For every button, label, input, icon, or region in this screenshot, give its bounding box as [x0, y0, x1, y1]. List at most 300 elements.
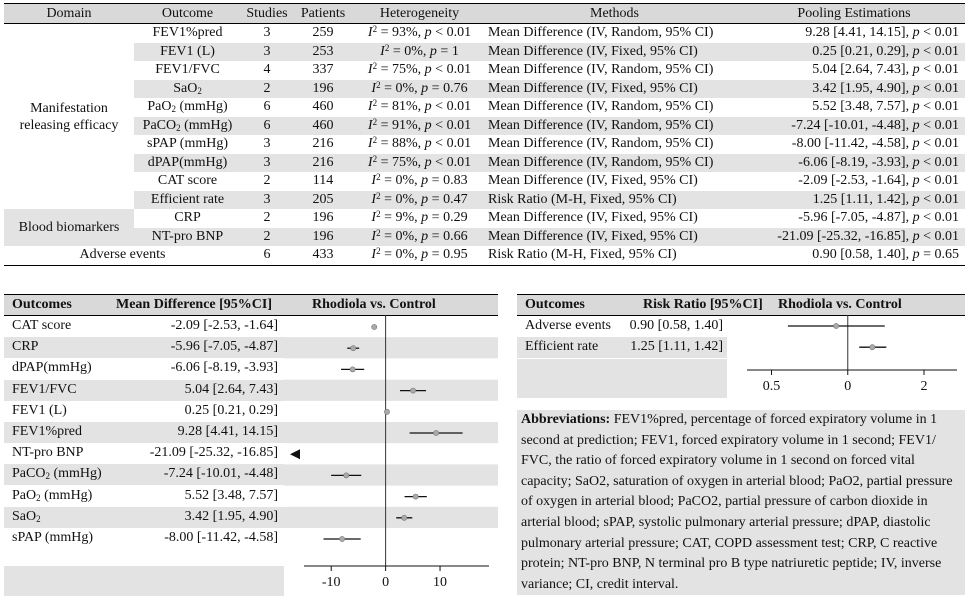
forest-md-estimate-marker: [410, 388, 415, 393]
forest-md-row: [4, 316, 284, 337]
heterogeneity-cell: $I^2 = 0\%$, p = 0.76: [353, 80, 486, 99]
outcome-text: PaCO: [142, 117, 177, 133]
forest-md-arrow: [290, 449, 300, 459]
i2-symbol: I: [367, 136, 373, 152]
forest-md-row: [4, 380, 284, 401]
patients-cell: 196: [293, 80, 353, 99]
i2-symbol: I: [371, 228, 377, 244]
estimate-text: -6.06 [-8.19, -3.93],: [798, 154, 910, 170]
forest-md-label: [12, 466, 102, 482]
i2-superscript: 2: [372, 116, 378, 127]
forest-md-label-text: PaCO: [12, 466, 46, 482]
p-value: < 0.01: [435, 99, 472, 115]
forest-rr-estimate-marker: [870, 345, 875, 350]
p-symbol: p: [912, 62, 920, 78]
i2-value: 9%: [395, 210, 415, 226]
methods-cell: Risk Ratio (M-H, Fixed, 95% CI): [486, 246, 743, 265]
pooling-cell: [743, 98, 965, 117]
forest-md-ci: 0.25 [0.21, 0.29]: [184, 402, 278, 418]
methods-cell: Risk Ratio (M-H, Fixed, 95% CI): [486, 191, 743, 210]
p-symbol: p: [912, 43, 920, 59]
forest-md-ci: 3.42 [1.95, 4.90]: [184, 508, 278, 524]
outcome-text: sPAP (mmHg): [146, 136, 229, 152]
pooling-cell: [743, 191, 965, 210]
pooling-cell: [743, 135, 965, 154]
forest-md-estimate-marker: [372, 324, 377, 329]
table-row: [4, 246, 965, 265]
estimate-text: 5.04 [2.64, 7.43],: [812, 62, 910, 78]
heterogeneity-cell: $I^2 = 88\%$, p < 0.01: [367, 135, 472, 152]
forest-md-point: [405, 494, 427, 499]
table-row: [4, 172, 965, 191]
studies-cell: 3: [241, 191, 293, 210]
col-header-methods: Methods: [486, 4, 743, 24]
forest-md-point: [290, 449, 300, 459]
p-value: < 0.01: [435, 117, 472, 133]
p-symbol: p: [912, 136, 920, 152]
outcome-subscript: 2: [197, 85, 202, 96]
forest-md-ci: 9.28 [4.41, 14.15]: [177, 424, 278, 439]
patients-cell: 460: [312, 99, 334, 115]
forest-rr-tick-label: 0: [844, 379, 852, 394]
studies-cell: 2: [263, 210, 271, 226]
methods-cell: Mean Difference (IV, Fixed, 95% CI): [486, 228, 743, 247]
methods-cell: Mean Difference (IV, Random, 95% CI): [488, 25, 714, 41]
patients-cell: 196: [293, 228, 353, 247]
p-value: < 0.01: [923, 173, 959, 189]
forest-rr-point: [788, 323, 885, 328]
methods-cell: Mean Difference (IV, Random, 95% CI): [488, 99, 714, 115]
estimate-text: 5.52 [3.48, 7.57],: [812, 99, 910, 115]
i2-superscript: 2: [372, 24, 378, 35]
estimate-text: -8.00 [-11.42, -4.58],: [791, 136, 910, 152]
p-value: < 0.01: [923, 25, 959, 41]
forest-md-label: [12, 509, 41, 525]
p-symbol: p: [912, 80, 920, 96]
forest-md-label-text: FEV1 (L): [12, 402, 67, 418]
forest-md-label-text: CAT score: [12, 318, 72, 333]
forest-rr-tick-label: 0.5: [762, 379, 781, 394]
forest-md-label: [12, 530, 93, 546]
col-header-domain: Domain: [4, 4, 134, 24]
forest-md-ci: -7.24 [-10.01, -4.48]: [163, 466, 278, 482]
outcome-cell: [134, 98, 241, 117]
outcome-cell: [134, 24, 241, 43]
forest-md-label: [12, 445, 83, 461]
forest-md-estimate-marker: [350, 367, 355, 372]
i2-symbol: I: [367, 62, 373, 78]
table-row: [4, 80, 965, 99]
p-value: = 0.83: [431, 173, 468, 189]
forest-md-row: [4, 507, 284, 528]
forest-md-tick-label: 10: [433, 575, 448, 590]
col-header-pooling: Pooling Estimations: [743, 4, 965, 24]
studies-cell: 4: [263, 62, 271, 78]
abbreviations-label: Abbreviations:: [521, 412, 611, 427]
forest-md-ci: 5.52 [3.48, 7.57]: [184, 487, 278, 503]
forest-md-header-title: Rhodiola vs. Control: [312, 297, 436, 312]
patients-cell: 196: [312, 210, 334, 226]
i2-value: 0%: [395, 191, 415, 207]
p-value: < 0.01: [923, 210, 959, 226]
forest-md-estimate-marker: [384, 409, 389, 414]
forest-rr-estimate-marker: [834, 323, 839, 328]
col-header-heterogeneity: Heterogeneity: [353, 4, 486, 24]
p-value: < 0.01: [923, 99, 959, 115]
p-value: < 0.01: [923, 191, 959, 207]
heterogeneity-cell: $I^2 = 0\%$, p = 0.47: [353, 191, 486, 210]
i2-superscript: 2: [372, 98, 378, 109]
p-symbol: p: [912, 25, 920, 41]
heterogeneity-cell: $I^2 = 0\%$, p = 0.66: [353, 228, 486, 247]
table-row: [4, 154, 965, 173]
p-value: = 0.95: [431, 247, 468, 263]
outcome-unit: (mmHg): [175, 99, 228, 115]
forest-md-label-text: NT-pro BNP: [12, 445, 84, 461]
forest-md-row-shade: [284, 422, 498, 443]
p-value: < 0.01: [435, 136, 472, 152]
forest-rr-header: [517, 294, 965, 316]
p-value: = 0.65: [923, 247, 959, 263]
estimate-text: -5.96 [-7.05, -4.87],: [798, 210, 910, 226]
i2-symbol: I: [367, 154, 373, 170]
forest-md-row: [4, 443, 284, 464]
i2-symbol: I: [371, 210, 377, 226]
forest-md-label-text: SaO: [12, 508, 37, 524]
forest-rr-footer-fill: [517, 359, 727, 398]
i2-superscript: 2: [376, 190, 381, 201]
patients-cell: 460: [293, 117, 353, 136]
heterogeneity-cell: $I^2 = 0\%$, p = 0.95: [353, 246, 486, 265]
patients-cell: 253: [293, 43, 353, 62]
forest-rr-row: [517, 316, 727, 337]
methods-cell: Mean Difference (IV, Random, 95% CI): [486, 117, 743, 136]
estimate-text: -21.09 [-25.32, -16.85],: [777, 228, 910, 244]
forest-md-row: [4, 486, 284, 507]
outcome-text: PaO: [147, 99, 172, 115]
p-value: < 0.01: [435, 25, 472, 41]
p-symbol: p: [912, 228, 920, 244]
heterogeneity-cell: $I^2 = 81\%$, p < 0.01: [367, 98, 472, 115]
heterogeneity-cell: $I^2 = 75\%$, p < 0.01: [367, 61, 472, 78]
forest-md-header: [4, 294, 498, 316]
forest-md-row: [4, 337, 284, 358]
i2-superscript: 2: [376, 79, 381, 90]
methods-cell: Mean Difference (IV, Random, 95% CI): [488, 62, 714, 78]
p-value: = 0.29: [431, 210, 468, 226]
p-value: < 0.01: [923, 154, 959, 170]
outcome-cell: [134, 135, 241, 154]
patients-cell: 259: [312, 25, 334, 41]
studies-cell: 6: [241, 117, 293, 136]
outcome-subscript: 2: [176, 122, 181, 133]
forest-md-tick-label: 0: [382, 575, 390, 590]
forest-md-label: [12, 339, 38, 355]
i2-value: 81%: [392, 99, 418, 115]
p-symbol: p: [912, 117, 920, 133]
p-value: < 0.01: [435, 62, 472, 78]
p-symbol: p: [424, 25, 432, 41]
methods-cell: Mean Difference (IV, Random, 95% CI): [486, 154, 743, 173]
p-symbol: p: [424, 154, 432, 170]
forest-md-tick-label: -10: [321, 575, 341, 590]
patients-cell: 216: [312, 136, 334, 152]
heterogeneity-cell: $I^2 = 9\%$, p = 0.29: [371, 209, 468, 226]
i2-symbol: I: [371, 191, 377, 207]
patients-cell: 205: [293, 191, 353, 210]
forest-md-point: [384, 409, 389, 414]
i2-symbol: I: [367, 117, 373, 133]
forest-rr-row-bg: [727, 337, 965, 358]
i2-superscript: 2: [376, 246, 381, 257]
estimate-text: 3.42 [1.95, 4.90],: [812, 80, 910, 96]
forest-md-label-text: FEV1/FVC: [12, 381, 77, 397]
forest-md-label-subscript: 2: [36, 492, 41, 503]
p-symbol: p: [912, 247, 920, 263]
p-value: < 0.01: [923, 228, 959, 244]
table-row: [4, 191, 965, 210]
p-value: < 0.01: [435, 154, 472, 170]
i2-symbol: I: [371, 247, 377, 263]
forest-md-point: [372, 324, 377, 329]
methods-cell: Mean Difference (IV, Fixed, 95% CI): [488, 210, 698, 226]
forest-md-label: [12, 403, 67, 419]
p-symbol: p: [429, 43, 437, 59]
pooling-cell: [743, 209, 965, 228]
forest-rr-header-title: Rhodiola vs. Control: [778, 297, 902, 312]
methods-cell: Mean Difference (IV, Fixed, 95% CI): [486, 43, 743, 62]
table-row: [4, 24, 965, 43]
forest-rr-ci: 1.25 [1.11, 1.42]: [630, 339, 723, 355]
forest-md-row: [4, 358, 284, 379]
col-header-patients: Patients: [293, 4, 353, 24]
table-row: [4, 135, 965, 154]
p-symbol: p: [424, 62, 432, 78]
i2-value: 0%: [395, 80, 415, 96]
i2-symbol: I: [380, 43, 385, 59]
forest-md-ci: -21.09 [-25.32, -16.85]: [149, 445, 278, 461]
outcome-cell: [134, 209, 241, 228]
forest-md-label-text: sPAP (mmHg): [12, 530, 94, 545]
pooling-cell: [743, 228, 965, 247]
outcome-text: CRP: [174, 210, 201, 226]
p-symbol: p: [421, 173, 429, 189]
forest-md-row: [4, 422, 284, 443]
forest-md-estimate-marker: [339, 536, 344, 541]
table-header-row: [4, 4, 965, 24]
outcome-text: SaO: [173, 80, 198, 96]
forest-rr-header-outcomes: Outcomes: [525, 297, 585, 312]
forest-md-header-md: Mean Difference [95%CI]: [116, 297, 273, 312]
outcome-text: CAT score: [157, 173, 218, 189]
forest-md-header-outcomes: Outcomes: [12, 297, 72, 312]
studies-cell: 2: [263, 173, 271, 189]
outcome-cell: [134, 43, 241, 62]
p-value: = 0.47: [431, 191, 468, 207]
i2-superscript: 2: [384, 42, 390, 53]
forest-md-point: [323, 536, 360, 541]
i2-superscript: 2: [376, 227, 381, 238]
table-row: [4, 228, 965, 247]
outcome-text: dPAP(mmHg): [147, 154, 228, 170]
p-value: = 0.76: [431, 80, 468, 96]
forest-md-estimate-marker: [413, 494, 418, 499]
studies-cell: 3: [241, 154, 293, 173]
outcome-cell: [134, 172, 241, 191]
table-row: [4, 98, 965, 117]
col-header-studies: Studies: [241, 4, 293, 24]
i2-value: 75%: [392, 62, 418, 78]
outcome-text: NT-pro BNP: [151, 228, 224, 244]
i2-superscript: 2: [372, 135, 378, 146]
forest-md-label: [12, 488, 92, 504]
p-symbol: p: [912, 173, 920, 189]
forest-md-label: [12, 318, 71, 334]
outcome-cell: [134, 154, 241, 173]
outcome-cell: [134, 80, 241, 99]
p-value: < 0.01: [923, 62, 959, 78]
patients-cell: 433: [293, 246, 353, 265]
p-symbol: p: [912, 191, 920, 207]
forest-md-label: [12, 424, 82, 440]
table-row: [4, 61, 965, 80]
heterogeneity-cell: $I^2 = 0\%$, p = 0.83: [371, 172, 468, 189]
forest-md-row-shade: [284, 380, 498, 401]
p-value: < 0.01: [923, 80, 959, 96]
forest-md-footer-fill: [4, 566, 284, 596]
forest-md-row: [4, 464, 284, 485]
i2-value: 0%: [404, 43, 423, 59]
table-row: [4, 117, 965, 136]
heterogeneity-cell: $I^2 = 75\%$, p < 0.01: [353, 154, 486, 173]
studies-cell: 6: [263, 99, 271, 115]
heterogeneity-cell: $I^2 = 91\%$, p < 0.01: [353, 117, 486, 136]
i2-value: 91%: [392, 117, 418, 133]
forest-md-plot-area: [284, 315, 498, 596]
estimate-text: -7.24 [-10.01, -4.48],: [791, 117, 910, 133]
i2-value: 0%: [395, 247, 415, 263]
forest-md-estimate-marker: [434, 430, 439, 435]
pooling-cell: [743, 172, 965, 191]
i2-value: 88%: [392, 136, 418, 152]
estimate-text: 1.25 [1.11, 1.42],: [812, 191, 910, 207]
i2-value: 0%: [395, 173, 415, 189]
outcome-text: FEV1/FVC: [155, 62, 220, 78]
forest-md-row-shade: [284, 464, 498, 485]
i2-symbol: I: [367, 25, 373, 41]
outcome-cell: [134, 228, 241, 247]
forest-plot-risk-ratio: [517, 294, 965, 398]
p-symbol: p: [421, 228, 429, 244]
methods-cell: Mean Difference (IV, Random, 95% CI): [488, 136, 714, 152]
p-symbol: p: [421, 247, 429, 263]
studies-cell: 3: [241, 43, 293, 62]
pooling-cell: [743, 246, 965, 265]
forest-md-label-unit: (mmHg): [49, 466, 102, 482]
i2-symbol: I: [371, 173, 377, 189]
forest-rr-label: Adverse events: [525, 318, 611, 333]
i2-value: 75%: [392, 154, 418, 170]
patients-cell: 337: [312, 62, 334, 78]
forest-md-label-text: FEV1%pred: [12, 424, 82, 439]
forest-rr-label: Efficient rate: [525, 339, 599, 355]
p-symbol: p: [424, 117, 432, 133]
estimate-text: 9.28 [4.41, 14.15],: [805, 25, 910, 41]
i2-superscript: 2: [372, 153, 378, 164]
p-value: < 0.01: [923, 136, 959, 152]
studies-cell: 2: [241, 228, 293, 247]
domain-cell: Blood biomarkers: [4, 209, 134, 246]
pooling-cell: [743, 80, 965, 99]
studies-cell: 3: [263, 136, 271, 152]
outcome-cell: [134, 61, 241, 80]
summary-table: [4, 3, 965, 266]
outcome-cell: [134, 117, 241, 136]
i2-symbol: I: [367, 99, 373, 115]
pooling-cell: [743, 61, 965, 80]
outcome-text: FEV1%pred: [152, 25, 223, 41]
p-symbol: p: [912, 154, 920, 170]
pooling-cell: [743, 24, 965, 43]
domain-cell: Adverse events: [4, 246, 241, 265]
forest-md-ci: -5.96 [-7.05, -4.87]: [170, 339, 278, 355]
abbreviations-box: [517, 410, 965, 595]
forest-md-row-shade: [284, 337, 498, 358]
domain-cell: Manifestation releasing efficacy: [4, 24, 134, 210]
methods-cell: Mean Difference (IV, Fixed, 95% CI): [486, 80, 743, 99]
forest-md-label-subscript: 2: [36, 513, 41, 524]
abbreviations-text: FEV1%pred, percentage of forced expiratory volume in 1 second at prediction; FEV1, forced expiratory volume in 1 second; FEV1/ FVC, the ratio of forced expiratory volume in 1 second on forced vital capacity; SaO2, saturation of oxygen in arterial blood; PaO2, partial pressure of oxygen in arterial blood; PaCO2, partial pressure of carbon dioxide in arterial blood; sPAP, systolic pulmonary arterial pressure; dPAP, diastolic pulmonary arterial pressure; CAT, COPD assessment test; CRP, C reactive protein; NT-pro BNP, N terminal pro B type natriuretic peptide; IV, inverse variance; CI, credit interval.: [521, 412, 953, 592]
forest-rr-ci: 0.90 [0.58, 1.40]: [629, 318, 723, 333]
p-value: = 0.66: [431, 228, 468, 244]
col-header-outcome: Outcome: [134, 4, 241, 24]
pooling-cell: [743, 154, 965, 173]
outcome-text: Efficient rate: [150, 191, 225, 207]
forest-md-ci: -8.00 [-11.42, -4.58]: [164, 530, 278, 545]
studies-cell: 6: [241, 246, 293, 265]
forest-md-ci: -6.06 [-8.19, -3.93]: [170, 360, 278, 376]
patients-cell: 114: [312, 173, 334, 189]
patients-cell: 216: [293, 154, 353, 173]
forest-md-ci: 5.04 [2.64, 7.43]: [184, 381, 278, 397]
studies-cell: 3: [263, 25, 271, 41]
i2-symbol: I: [371, 80, 377, 96]
p-value: < 0.01: [923, 43, 959, 59]
i2-superscript: 2: [372, 61, 378, 72]
studies-cell: 2: [241, 80, 293, 99]
estimate-text: -2.09 [-2.53, -1.64],: [798, 173, 910, 189]
forest-md-estimate-marker: [344, 473, 349, 478]
forest-rr-tick-label: 2: [920, 379, 928, 394]
p-symbol: p: [421, 210, 429, 226]
forest-md-label-unit: (mmHg): [40, 487, 93, 503]
p-symbol: p: [424, 136, 432, 152]
forest-md-row: [4, 401, 284, 422]
i2-superscript: 2: [376, 172, 381, 183]
pooling-cell: [743, 117, 965, 136]
forest-md-estimate-marker: [402, 515, 407, 520]
p-value: = 1: [440, 43, 459, 59]
outcome-unit: (mmHg): [180, 117, 233, 133]
p-symbol: p: [912, 99, 920, 115]
p-symbol: p: [421, 191, 429, 207]
estimate-text: 0.25 [0.21, 0.29],: [812, 43, 910, 59]
forest-rr-row: [517, 337, 727, 358]
forest-md-label-subscript: 2: [45, 471, 50, 482]
forest-md-label-text: dPAP(mmHg): [12, 360, 92, 376]
p-symbol: p: [421, 80, 429, 96]
p-symbol: p: [424, 99, 432, 115]
